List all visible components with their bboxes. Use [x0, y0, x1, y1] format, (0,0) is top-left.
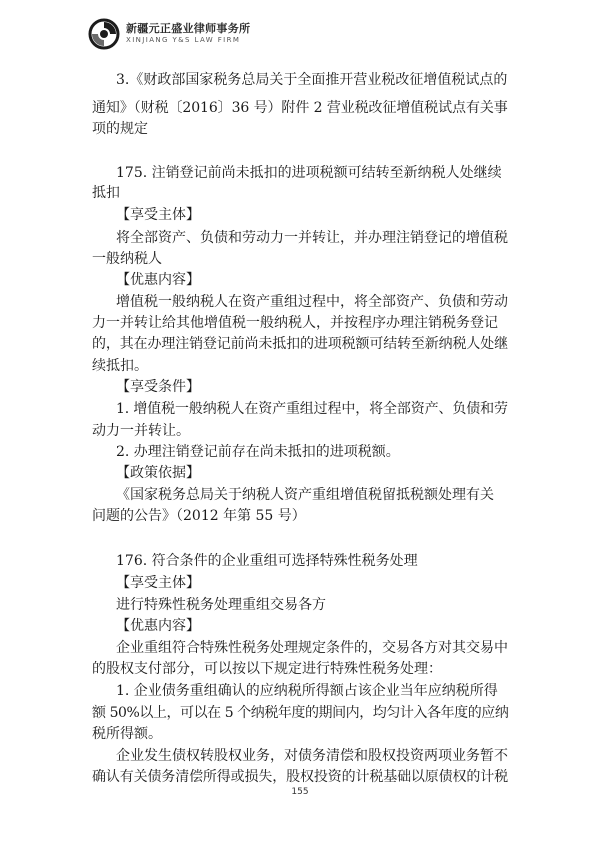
- item-heading: 176. 符合条件的企业重组可选择特殊性税务处理: [116, 553, 418, 569]
- page-number: 155: [291, 787, 309, 797]
- text-line: 力一并转让给其他增值税一般纳税人，并按程序办理注销税务登记: [92, 315, 498, 331]
- text-line: 的，其在办理注销登记前尚未抵扣的进项税额可结转至新纳税人处继: [92, 336, 508, 352]
- text-line: 进行特殊性税务处理重组交易各方: [116, 597, 326, 613]
- text-line: 项的规定: [92, 121, 148, 137]
- firm-name-cn: 新疆元正盛业律师事务所: [126, 22, 251, 35]
- text-line: 动力一并转让。: [92, 423, 190, 439]
- text-line: 通知》（财税〔2016〕36 号）附件 2 营业税改征增值税试点有关事: [92, 100, 508, 116]
- text-line: 2. 办理注销登记前存在尚未抵扣的进项税额。: [116, 444, 400, 460]
- text-line: 《国家税务总局关于纳税人资产重组增值税留抵税额处理有关: [116, 487, 494, 503]
- section-label: 【享受条件】: [116, 379, 200, 395]
- section-label: 【优惠内容】: [116, 618, 200, 634]
- section-label: 【优惠内容】: [116, 272, 200, 288]
- firm-logo-icon: [88, 18, 120, 50]
- text-line: 续抵扣。: [92, 358, 148, 374]
- text-line: 1. 增值税一般纳税人在资产重组过程中，将全部资产、负债和劳: [116, 401, 508, 417]
- text-line: 企业发生债权转股权业务，对债务清偿和股权投资两项业务暂不: [116, 748, 508, 764]
- text-line: 确认有关债务清偿所得或损失，股权投资的计税基础以原债权的计税: [92, 769, 508, 785]
- text-line: 企业重组符合特殊性税务处理规定条件的，交易各方对其交易中: [116, 640, 508, 656]
- text-line: 3.《财政部国家税务总局关于全面推开营业税改征增值税试点的: [116, 72, 508, 88]
- item-heading: 抵扣: [92, 185, 120, 201]
- text-line: 的股权支付部分，可以按以下规定进行特殊性税务处理：: [92, 661, 442, 677]
- item-heading: 175. 注销登记前尚未抵扣的进项税额可结转至新纳税人处继续: [116, 165, 502, 181]
- text-line: 一般纳税人: [92, 251, 162, 267]
- text-line: 将全部资产、负债和劳动力一并转让，并办理注销登记的增值税: [116, 230, 508, 246]
- text-line: 税所得额。: [92, 726, 162, 742]
- text-line: 额 50%以上，可以在 5 个纳税年度的期间内，均匀计入各年度的应纳: [92, 705, 509, 721]
- section-label: 【政策依据】: [116, 465, 200, 481]
- section-label: 【享受主体】: [116, 207, 200, 223]
- text-line: 增值税一般纳税人在资产重组过程中，将全部资产、负债和劳动: [116, 294, 508, 310]
- text-line: 问题的公告》（2012 年第 55 号）: [92, 508, 306, 524]
- section-label: 【享受主体】: [116, 575, 200, 591]
- firm-name-en: XINJIANG Y&S LAW FIRM: [126, 36, 241, 44]
- text-line: 1. 企业债务重组确认的应纳税所得额占该企业当年应纳税所得: [116, 683, 498, 699]
